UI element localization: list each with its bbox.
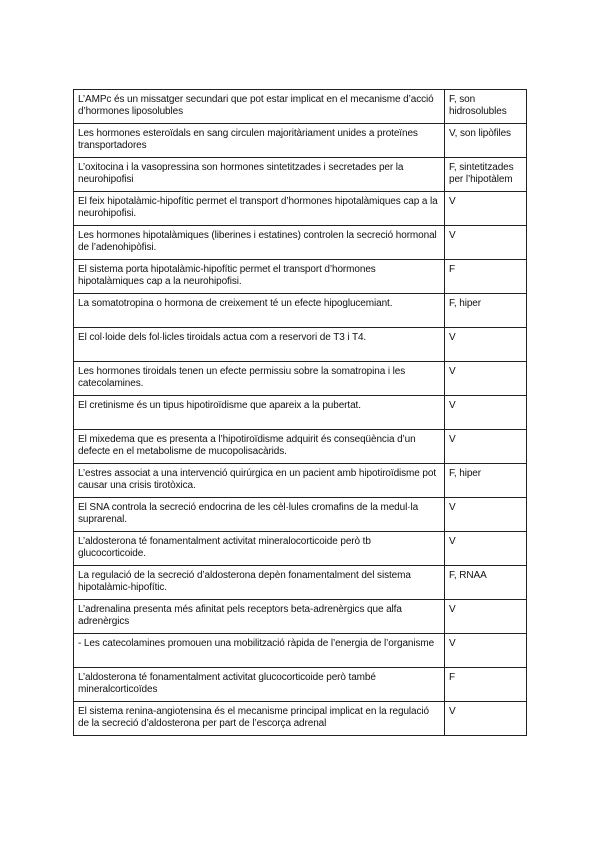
table-row xyxy=(74,498,527,532)
statement-cell: El mixedema que es presenta a l’hipotiroïdisme adquirit és conseqüència d’un defecte en el metabolisme de mucopolisacàrids. xyxy=(74,430,445,464)
statement-cell: L’AMPc és un missatger secundari que pot estar implicat en el mecanisme d’acció d’hormones liposolubles xyxy=(74,90,445,124)
table-row xyxy=(74,124,527,158)
answer-cell: V xyxy=(445,634,527,668)
statement-cell: L’oxitocina i la vasopressina son hormones sintetitzades i secretades per la neurohipofisi xyxy=(74,158,445,192)
statement-cell: L’aldosterona té fonamentalment activitat mineralocorticoide però tb glucocorticoide. xyxy=(74,532,445,566)
answer-cell: V xyxy=(445,226,527,260)
table-row xyxy=(74,192,527,226)
statement-cell: El feix hipotalàmic-hipofític permet el transport d’hormones hipotalàmiques cap a la neurohipofisi. xyxy=(74,192,445,226)
answer-cell: V xyxy=(445,600,527,634)
answer-cell: V xyxy=(445,362,527,396)
table-row xyxy=(74,158,527,192)
statement-cell: La regulació de la secreció d’aldosterona depèn fonamentalment del sistema hipotalàmic-hipofític. xyxy=(74,566,445,600)
answer-cell: V xyxy=(445,498,527,532)
statement-cell: L’aldosterona té fonamentalment activitat glucocorticoide però també mineralcorticoïdes xyxy=(74,668,445,702)
table-row xyxy=(74,396,527,430)
answer-cell: V xyxy=(445,192,527,226)
statement-cell: El sistema renina-angiotensina és el mecanisme principal implicat en la regulació de la secreció d’aldosterona per part de l’escorça adrenal xyxy=(74,702,445,736)
statement-cell: L’estres associat a una intervenció quirúrgica en un pacient amb hipotiroïdisme pot causar una crisis tirotòxica. xyxy=(74,464,445,498)
statement-cell: Les hormones hipotalàmiques (liberines i estatines) controlen la secreció hormonal de l’adenohipòfisi. xyxy=(74,226,445,260)
statement-cell: El SNA controla la secreció endocrina de les cèl·lules cromafins de la medul·la suprarenal. xyxy=(74,498,445,532)
table-row xyxy=(74,362,527,396)
table-row xyxy=(74,668,527,702)
table-row xyxy=(74,90,527,124)
true-false-table xyxy=(73,89,527,736)
answer-cell: V xyxy=(445,396,527,430)
table-row xyxy=(74,226,527,260)
table-row xyxy=(74,600,527,634)
answer-cell: V xyxy=(445,532,527,566)
table-row xyxy=(74,566,527,600)
table-row xyxy=(74,430,527,464)
table-row xyxy=(74,702,527,736)
statement-cell: Les hormones esteroïdals en sang circulen majoritàriament unides a proteïnes transportadores xyxy=(74,124,445,158)
statement-cell: La somatotropina o hormona de creixement té un efecte hipoglucemiant. xyxy=(74,294,445,328)
table-row xyxy=(74,260,527,294)
statement-cell: El cretinisme és un tipus hipotiroïdisme que apareix a la pubertat. xyxy=(74,396,445,430)
table-row xyxy=(74,634,527,668)
answer-cell: F xyxy=(445,260,527,294)
statement-cell: El sistema porta hipotalàmic-hipofític permet el transport d’hormones hipotalàmiques cap a la neurohipofisi. xyxy=(74,260,445,294)
table-row xyxy=(74,328,527,362)
statement-cell: Les hormones tiroidals tenen un efecte permissiu sobre la somatropina i les catecolamines. xyxy=(74,362,445,396)
table-row xyxy=(74,464,527,498)
answer-cell: V xyxy=(445,328,527,362)
statement-cell: - Les catecolamines promouen una mobilització ràpida de l’energia de l’organisme xyxy=(74,634,445,668)
statement-cell: El col·loide dels fol·licles tiroidals actua com a reservori de T3 i T4. xyxy=(74,328,445,362)
answer-cell: F, sintetitzades per l’hipotàlem xyxy=(445,158,527,192)
answer-cell: V xyxy=(445,430,527,464)
table-row xyxy=(74,532,527,566)
table-row xyxy=(74,294,527,328)
answer-cell: V, son lipòfiles xyxy=(445,124,527,158)
answer-cell: F, son hidrosolubles xyxy=(445,90,527,124)
document-page xyxy=(73,89,521,736)
answer-cell: F, hiper xyxy=(445,464,527,498)
answer-cell: F, hiper xyxy=(445,294,527,328)
answer-cell: F xyxy=(445,668,527,702)
answer-cell: V xyxy=(445,702,527,736)
answer-cell: F, RNAA xyxy=(445,566,527,600)
statement-cell: L’adrenalina presenta més afinitat pels receptors beta-adrenèrgics que alfa adrenèrgics xyxy=(74,600,445,634)
